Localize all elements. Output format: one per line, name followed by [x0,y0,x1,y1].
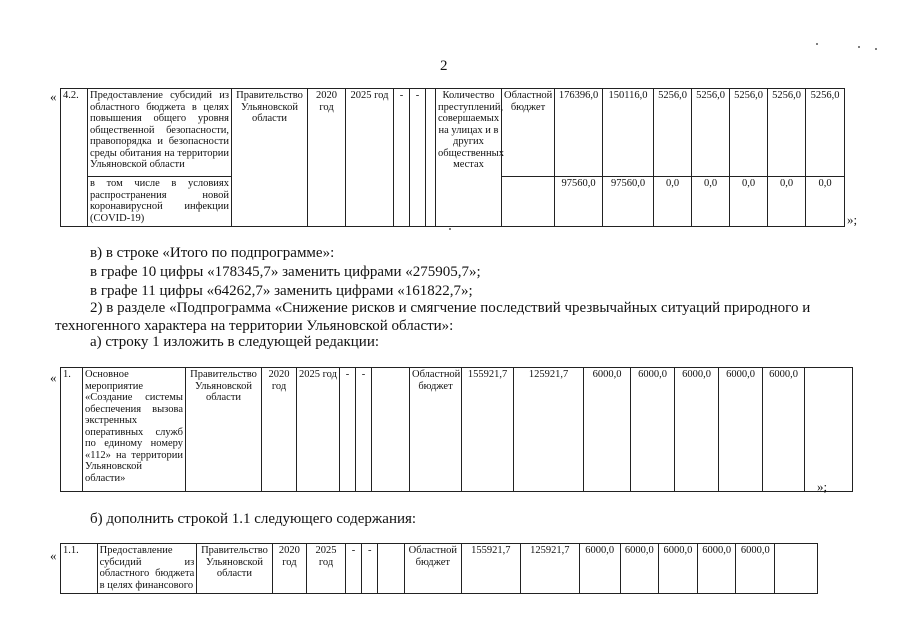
value-cell: 6000,0 [631,368,675,492]
measure-subname: в том числе в условиях распространения новой коронавирусной инфекции (COVID-19) [88,177,232,227]
executor: Правительство Ульяновской области [186,368,262,492]
scan-speck [816,43,818,45]
value-cell: 5256,0 [654,89,692,177]
close-quote: »; [847,212,858,227]
row-number: 1.1. [61,544,98,594]
value-cell: 5256,0 [806,89,845,177]
empty-cell [805,368,853,492]
empty-cell [775,544,818,594]
value-cell: 6000,0 [659,544,698,594]
table-row-1-1 [60,543,818,594]
paragraph: в) в строке «Итого по подпрограмме»: [90,245,335,261]
value-cell: 6000,0 [675,368,719,492]
dash-cell: - [345,544,361,594]
funding-source: Областной бюджет [410,368,462,492]
value-cell: 97560,0 [555,177,603,227]
indicator: Количество преступлений, совершаемых на улицах и в других общественных местах [436,89,502,227]
paragraph: в графе 10 цифры «178345,7» заменить цифрами «275905,7»; [90,264,481,280]
row-number: 1. [61,368,83,492]
value-cell: 0,0 [654,177,692,227]
dash-cell: - [362,544,378,594]
executor: Правительство Ульяновской области [232,89,308,227]
value-cell: 5256,0 [730,89,768,177]
value-cell: 0,0 [692,177,730,227]
start-year: 2020 год [262,368,297,492]
dash-cell: - [340,368,356,492]
value-cell: 155921,7 [461,544,520,594]
value-cell: 6000,0 [579,544,620,594]
executor: Правительство Ульяновской области [197,544,272,594]
scan-speck [875,48,877,50]
paragraph: 2) в разделе «Подпрограмма «Снижение рисков и смягчение последствий чрезвычайных ситуаций природного и [90,300,811,316]
value-cell: 5256,0 [768,89,806,177]
table-row [61,368,853,492]
empty-cell [378,544,404,594]
start-year: 2020 год [272,544,307,594]
page-number: 2 [440,58,448,74]
close-quote: »; [817,479,828,494]
table-row-1 [60,367,853,492]
empty-cell [426,89,436,227]
scan-speck [858,46,860,48]
value-cell: 125921,7 [514,368,584,492]
value-cell: 6000,0 [763,368,805,492]
value-cell: 6000,0 [736,544,775,594]
end-year: 2025 год [297,368,340,492]
value-cell: 6000,0 [584,368,631,492]
scan-speck [449,228,451,230]
table-row [61,544,818,594]
table-row [61,89,845,177]
value-cell: 155921,7 [462,368,514,492]
paragraph: а) строку 1 изложить в следующей редакции: [90,334,380,350]
paragraph: б) дополнить строкой 1.1 следующего содержания: [90,511,417,527]
value-cell: 176396,0 [555,89,603,177]
row-number: 4.2. [61,89,88,227]
value-cell: 6000,0 [697,544,736,594]
end-year: 2025 год [307,544,346,594]
value-cell: 6000,0 [620,544,659,594]
value-cell: 0,0 [730,177,768,227]
table-subsidies-4-2 [60,88,845,227]
paragraph: в графе 11 цифры «64262,7» заменить цифрами «161822,7»; [90,283,473,299]
value-cell: 150116,0 [603,89,654,177]
measure-name: Основное мероприятие «Создание системы обеспечения вызова экстренных оперативных служб по единому номеру «112» на территории Ульяновской области» [83,368,186,492]
value-cell: 5256,0 [692,89,730,177]
open-quote: « [50,370,57,385]
dash-cell: - [394,89,410,227]
value-cell: 6000,0 [719,368,763,492]
measure-name: Предоставление субсидий из областного бюджета в целях повышения общего уровня общественной безопасности, правопорядка и безопасности среды обитания на территории Ульяновской области [88,89,232,177]
funding-source: Областной бюджет [404,544,461,594]
paragraph: техногенного характера на территории Ульяновской области»: [55,318,454,334]
open-quote: « [50,548,57,563]
empty-cell [502,177,555,227]
dash-cell: - [356,368,372,492]
start-year: 2020 год [308,89,346,227]
value-cell: 0,0 [806,177,845,227]
measure-name: Предоставление субсидий из областного бюджета в целях финансового [97,544,197,594]
value-cell: 0,0 [768,177,806,227]
funding-source: Областной бюджет [502,89,555,177]
empty-cell [372,368,410,492]
end-year: 2025 год [346,89,394,227]
dash-cell: - [410,89,426,227]
value-cell: 97560,0 [603,177,654,227]
open-quote: « [50,89,57,104]
value-cell: 125921,7 [520,544,579,594]
